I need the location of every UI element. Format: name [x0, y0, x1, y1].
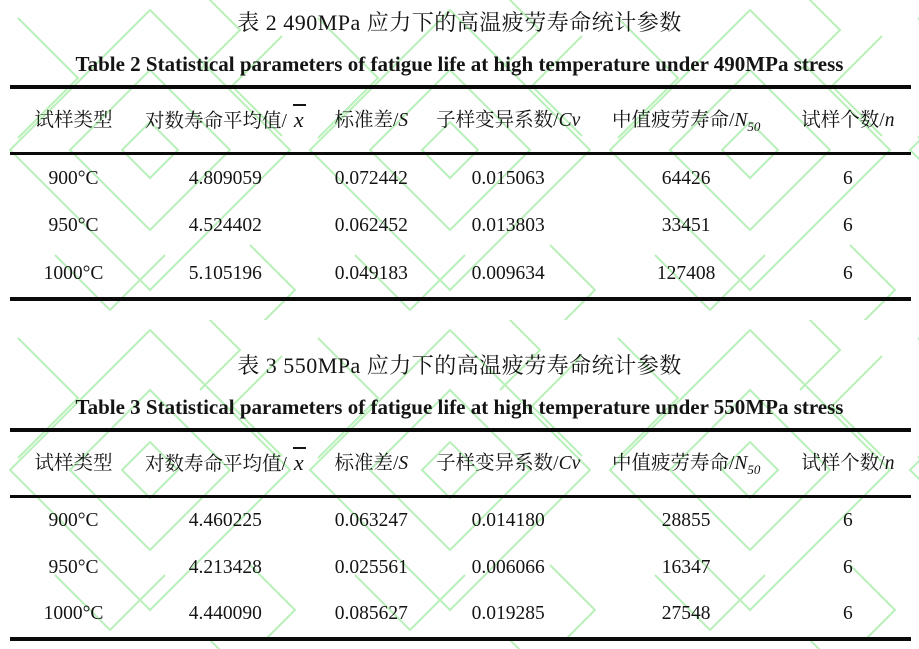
col-header-std-dev-label: 标准差/ — [334, 452, 399, 474]
col-header-median-life — [588, 109, 785, 134]
col-header-specimen-type: 试样类型 — [34, 109, 113, 131]
table-cell: 0.013803 — [471, 215, 545, 237]
table-cell: 4.460225 — [188, 510, 262, 532]
median-life-symbol: $N_{50}$ — [734, 109, 761, 134]
cv-symbol: Cv — [558, 452, 581, 474]
table-cell: 28855 — [661, 510, 711, 532]
table-cell: 950°C — [48, 215, 99, 237]
table3-header-row — [10, 432, 911, 495]
count-symbol: n — [884, 452, 895, 474]
table2-rule-bottom — [10, 297, 911, 301]
col-header-cv-label: 子样变异系数/ — [436, 452, 559, 474]
table2-body — [10, 155, 911, 297]
col-header-count — [785, 110, 911, 131]
table-cell: 0.063247 — [334, 510, 408, 532]
table-cell: 0.009634 — [471, 262, 545, 284]
table-cell: 4.213428 — [188, 556, 262, 578]
table3-body — [10, 498, 911, 637]
col-header-log-life-mean-label: 对数寿命平均值/ — [144, 111, 287, 133]
table2-header-row — [10, 89, 911, 152]
col-header-count-label: 试样个数/ — [801, 109, 885, 131]
std-dev-symbol: S — [398, 109, 409, 131]
table-row — [10, 498, 911, 544]
col-header-median-life — [588, 452, 785, 477]
table-cell: 16347 — [661, 556, 711, 578]
table-cell: 4.440090 — [188, 603, 262, 625]
table-cell: 6 — [843, 510, 853, 532]
table-cell: 0.062452 — [334, 215, 408, 237]
table-row — [10, 544, 911, 590]
table-cell: 0.019285 — [471, 603, 545, 625]
col-header-count — [785, 453, 911, 474]
col-header-std-dev — [314, 110, 429, 131]
table-cell: 900°C — [48, 167, 99, 189]
table-cell: 6 — [843, 167, 853, 189]
table-cell: 0.015063 — [471, 167, 545, 189]
table-cell: 64426 — [661, 167, 711, 189]
table-cell: 950°C — [48, 556, 99, 578]
col-header-log-life-mean — [137, 451, 314, 475]
table-cell: 6 — [843, 556, 853, 578]
col-header-log-life-mean-label: 对数寿命平均值/ — [144, 454, 287, 476]
col-header-std-dev-label: 标准差/ — [334, 109, 399, 131]
col-header-count-label: 试样个数/ — [801, 452, 885, 474]
table-cell: 0.072442 — [334, 167, 408, 189]
table-cell: 127408 — [656, 262, 716, 284]
col-header-log-life-mean — [137, 108, 314, 132]
x-bar-symbol: x — [293, 450, 304, 476]
table-cell: 0.014180 — [471, 510, 545, 532]
table-cell: 4.809059 — [188, 167, 262, 189]
table-row — [10, 155, 911, 202]
table-cell: 1000°C — [43, 262, 104, 284]
table3-caption-zh: 表 3 550MPa 应力下的高温疲劳寿命统计参数 — [237, 353, 682, 378]
table-cell: 27548 — [661, 603, 711, 625]
table-cell: 0.049183 — [334, 262, 408, 284]
table-cell: 900°C — [48, 510, 99, 532]
col-header-cv-label: 子样变异系数/ — [436, 109, 559, 131]
col-header-cv — [429, 110, 588, 131]
col-header-cv — [429, 453, 588, 474]
median-life-symbol: $N_{50}$ — [734, 452, 761, 477]
table-row — [10, 250, 911, 297]
table-row — [10, 591, 911, 637]
table2-caption-zh: 表 2 490MPa 应力下的高温疲劳寿命统计参数 — [237, 10, 682, 35]
table-cell: 0.006066 — [471, 556, 545, 578]
std-dev-symbol: S — [398, 452, 409, 474]
table3-rule-bottom — [10, 637, 911, 641]
table2-caption-en: Table 2 Statistical parameters of fatigue life at high temperature under 490MPa stress — [75, 52, 844, 76]
table-cell: 0.085627 — [334, 603, 408, 625]
count-symbol: n — [884, 109, 895, 131]
table-cell: 1000°C — [43, 603, 104, 625]
table-cell: 6 — [843, 603, 853, 625]
table-cell: 0.025561 — [334, 556, 408, 578]
table-cell: 6 — [843, 215, 853, 237]
x-bar-symbol: x — [293, 107, 304, 133]
table3-caption-en: Table 3 Statistical parameters of fatigue life at high temperature under 550MPa stress — [75, 395, 844, 419]
cv-symbol: Cv — [558, 109, 581, 131]
table-row — [10, 202, 911, 249]
table-cell: 33451 — [661, 215, 711, 237]
col-header-median-life-label: 中值疲劳寿命/ — [611, 452, 735, 474]
table-cell: 4.524402 — [188, 215, 262, 237]
table-cell: 5.105196 — [188, 262, 262, 284]
col-header-std-dev — [314, 453, 429, 474]
col-header-specimen-type: 试样类型 — [34, 452, 113, 474]
table-cell: 6 — [843, 262, 853, 284]
col-header-median-life-label: 中值疲劳寿命/ — [611, 109, 735, 131]
